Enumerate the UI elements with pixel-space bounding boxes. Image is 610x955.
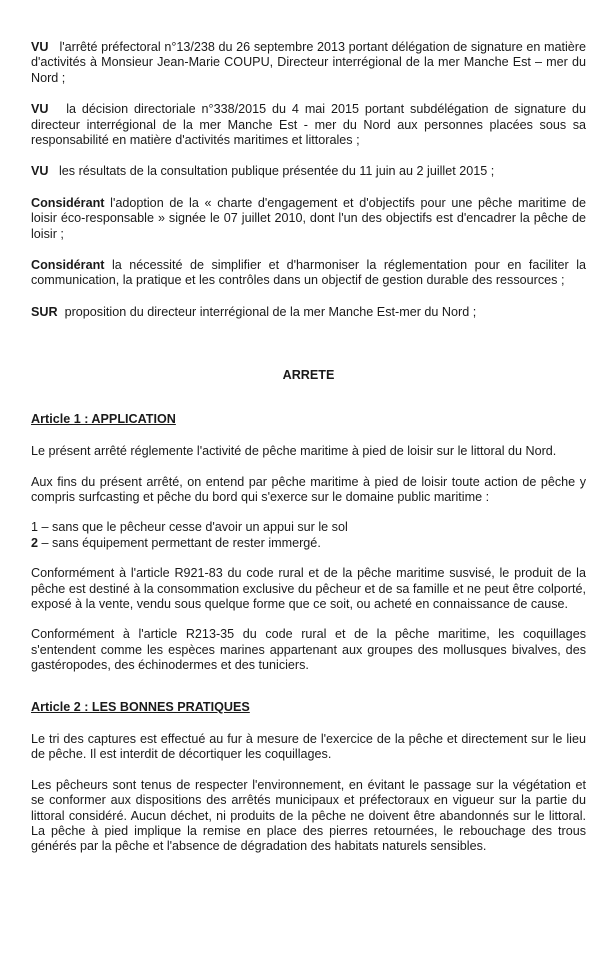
arrete-title: ARRETE xyxy=(282,368,335,383)
considerant-keyword: Considérant xyxy=(31,258,105,273)
sur-proposition xyxy=(31,305,586,320)
considerant-1 xyxy=(31,196,586,242)
list-item-number: 2 xyxy=(31,535,39,550)
article-2-paragraph: Les pêcheurs sont tenus de respecter l'environnement, en évitant le passage sur la végétation et se conformer aux dispositions des arrêtés municipaux et préfectoraux en vigueur sur la partie du littoral considéré. Aucun déchet, ni produits de la pêche ne doivent être abandonnés sur le littoral. La pêche à pied implique la remise en place des pierres retournées, le rebouchage des trous générés par la pêche et l'absence de dégradation des habitats naturels sensibles. xyxy=(31,777,586,854)
visa-1 xyxy=(31,40,586,86)
list-item-number: 1 xyxy=(31,520,39,535)
document-page xyxy=(31,40,586,855)
sur-keyword: SUR xyxy=(31,304,58,319)
visa-3 xyxy=(31,164,586,179)
visa-text: la décision directoriale n°338/2015 du 4 mai 2015 portant subdélégation de signature du directeur interrégional de la mer Manche Est - mer du Nord aux personnes placées sous sa responsabilité en matière d'activités maritimes et littorales ; xyxy=(31,102,586,148)
article-2-title: Article 2 : LES BONNES PRATIQUES xyxy=(31,699,250,714)
list-item-text: – sans que le pêcheur cesse d'avoir un appui sur le sol xyxy=(38,520,348,535)
sur-text: proposition du directeur interrégional de la mer Manche Est-mer du Nord ; xyxy=(64,304,477,319)
considerant-2 xyxy=(31,258,586,289)
considerant-keyword: Considérant xyxy=(31,195,105,210)
visa-text: les résultats de la consultation publique présentée du 11 juin au 2 juillet 2015 ; xyxy=(59,164,495,179)
visa-keyword: VU xyxy=(31,102,49,117)
article-1-title: Article 1 : APPLICATION xyxy=(31,411,176,426)
considerant-text: la nécessité de simplifier et d'harmoniser la réglementation pour en faciliter la communication, la pratique et les contrôles dans un objectif de gestion durable des ressources ; xyxy=(31,258,587,288)
list-item xyxy=(31,520,586,535)
article-2-paragraph: Le tri des captures est effectué au fur à mesure de l'exercice de la pêche et directement sur le lieu de pêche. Il est interdit de décortiquer les coquillages. xyxy=(31,731,586,762)
list-item xyxy=(31,536,586,551)
article-1-list xyxy=(31,520,586,551)
visa-keyword: VU xyxy=(31,164,49,179)
article-1-paragraph: Aux fins du présent arrêté, on entend par pêche maritime à pied de loisir toute action de pêche y compris surfcasting et pêche du bord qui s'exerce sur le domaine public maritime : xyxy=(31,474,586,504)
list-item-text: – sans équipement permettant de rester immergé. xyxy=(38,535,321,550)
visa-text: l'arrêté préfectoral n°13/238 du 26 septembre 2013 portant délégation de signature en matière d'activités à Monsieur Jean-Marie COUPU, Directeur interrégional de la mer Manche Est – mer du Nord ; xyxy=(31,40,586,85)
visa-keyword: VU xyxy=(31,40,49,54)
article-1-paragraph: Le présent arrêté réglemente l'activité de pêche maritime à pied de loisir sur le littoral du Nord. xyxy=(31,444,557,459)
article-1-paragraph: Conformément à l'article R921-83 du code rural et de la pêche maritime susvisé, le produit de la pêche est destiné à la consommation exclusive du pêcheur et de sa famille et ne peut être colporté, exposé à la vente, vendu sous quelque forme que ce soit, ou acheté en connaissance de cause. xyxy=(31,566,586,611)
visa-2 xyxy=(31,102,586,148)
article-1-paragraph: Conformément à l'article R213-35 du code rural et de la pêche maritime, les coquillages s'entendent comme les espèces marines appartenant aux groupes des mollusques bivalves, des gastéropodes, des échinodermes et des tuniciers. xyxy=(31,627,586,673)
considerant-text: l'adoption de la « charte d'engagement et d'objectifs pour une pêche maritime de loisir éco-responsable » signée le 07 juillet 2010, dont l'un des objectifs est d'encadrer la pêche de loisir ; xyxy=(31,195,587,241)
